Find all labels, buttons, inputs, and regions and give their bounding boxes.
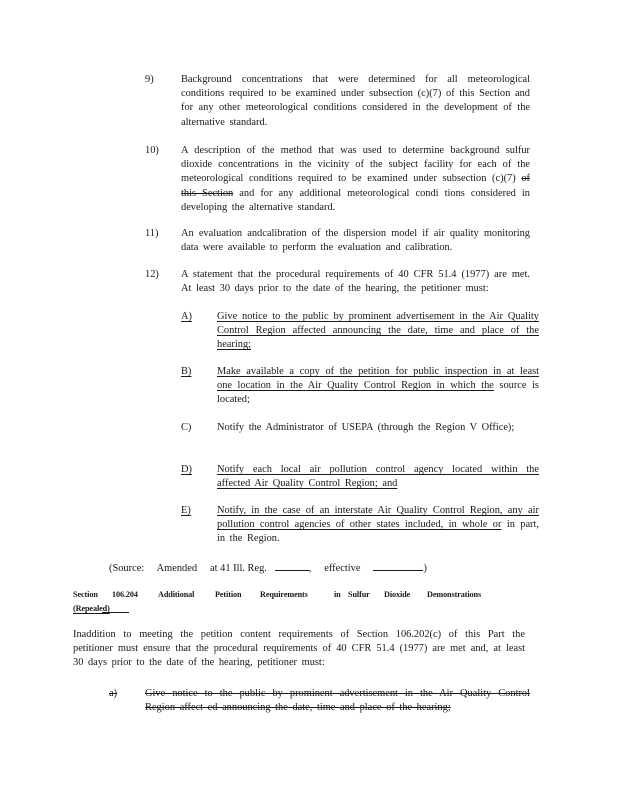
item-number: 10)	[145, 145, 159, 156]
source-amended: Amended	[156, 563, 198, 574]
item-text: A statement that the procedural requirements of 40 CFR 51.4 (1977) are met. At least 30 days prior to the date of the hearing, the petitioner must:	[181, 269, 530, 295]
item-text: An evaluation andcalibration of the dispersion model if air quality monitoring data were available to perform the evaluation and calibration.	[181, 228, 530, 254]
subitem-letter: D)	[181, 464, 192, 475]
item-text	[181, 144, 530, 215]
subitem-letter: C)	[181, 422, 192, 433]
item-text-part: and for any additional meteorological condi tions considered in developing the alternative standard.	[181, 187, 530, 213]
section-title-word: Dioxide	[384, 590, 411, 599]
deleted-letter: a)	[109, 688, 118, 699]
source-note	[109, 560, 529, 576]
item-number: 12)	[145, 269, 159, 280]
section-title-word: Additional	[158, 590, 195, 599]
subitem-text	[217, 365, 539, 408]
subitem-text	[217, 504, 539, 547]
subitem-letter: B)	[181, 366, 192, 377]
deleted-text: of this Section	[181, 173, 530, 199]
subitem-text	[217, 463, 539, 491]
section-title-word: Petition	[215, 590, 242, 599]
source-label: (Source:	[109, 563, 145, 574]
deleted-text: Give notice to the public by prominent advertisement in the Air Quality Control Region affect ed announcing the date, time and place of the hearing;	[145, 688, 530, 714]
body-paragraph: Inaddition to meeting the petition content requirements of Section 106.202(c) of this Part the petitioner must ensure that the procedural requirements of 40 CFR 51.4 (1977) are met and, at least 30 days prior to the date of the hearing, petitioner must:	[73, 629, 525, 669]
section-title-word: in	[334, 590, 341, 599]
source-effective: effective	[324, 563, 361, 574]
reg-blank	[275, 560, 309, 571]
item-number: 9)	[145, 74, 154, 85]
subitem-text	[217, 310, 539, 353]
item-text: Background concentrations that were determined for all meteorological conditions required to be examined under subsection (c)(7) of this Section and for any other meteorological conditions considered in the development of the alternative standard.	[181, 74, 530, 128]
subitem-text-plain: in part, in the Region.	[217, 519, 539, 545]
source-comma: ,	[308, 563, 312, 574]
source-reg: at 41 Ill. Reg.	[210, 563, 267, 574]
inserted-text: Make available a copy of the petition for public inspection in at least one location in the Air Quality Control Region in which the	[217, 366, 539, 392]
section-title-word: Demonstrations	[427, 590, 482, 599]
subitem-letter: A)	[181, 311, 192, 322]
deleted-subsection	[145, 687, 530, 715]
item-text-part: A description of the method that was used to determine background sulfur dioxide concentrations in the vicinity of the subject facility for each of the meteorological conditions required to be examined under subsection (c)(7)	[181, 145, 530, 185]
subitem-text: Notify the Administrator of USEPA (through the Region V Office);	[217, 422, 515, 433]
inserted-text: Notify each local air pollution control agency located within the affected Air Quality Control Region; and	[217, 464, 539, 490]
inserted-text: Give notice to the public by prominent advertisement in the Air Quality Control Region affected announcing the date, time and place of the hearing;	[217, 311, 539, 351]
section-title-word: Requirements	[260, 590, 308, 599]
subitem-text-plain: source is located;	[217, 380, 539, 406]
source-close: )	[423, 563, 427, 574]
inserted-text: Notify, in the case of an interstate Air Quality Control Region, any air pollution control agencies of other states included, in whole or	[217, 505, 539, 531]
section-label: Section	[73, 590, 98, 599]
repealed-underline-extension	[102, 612, 129, 613]
item-number: 11)	[145, 228, 159, 239]
section-title-word: Sulfur	[348, 590, 370, 599]
section-number: 106.204	[112, 590, 138, 599]
repealed-label: (Repealed)	[73, 604, 110, 613]
subitem-letter: E)	[181, 505, 191, 516]
effective-blank	[373, 560, 423, 571]
